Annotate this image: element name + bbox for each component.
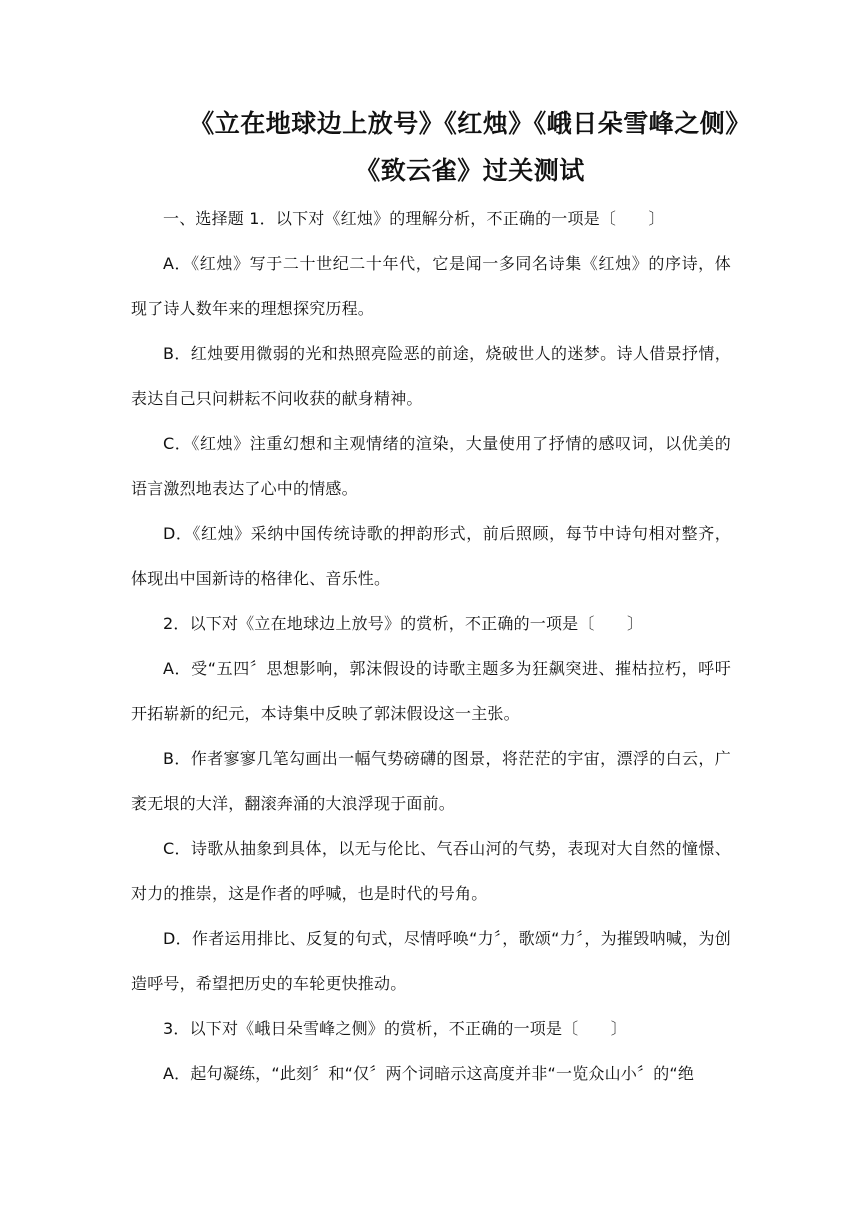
document-title-line-2: 《致云雀》过关测试 bbox=[355, 156, 585, 185]
question-1-option-c: C．《红烛》注重幻想和主观情绪的渲染，大量使用了抒情的感叹词，以优美的语言激烈地表达了心中的情感。 bbox=[131, 434, 731, 498]
question-2-option-a: A．受“五四〞思想影响，郭沫假设的诗歌主题多为狂飙突进、摧枯拉朽，呼吁开拓崭新的纪元，本诗集中反映了郭沫假设这一主张。 bbox=[131, 659, 731, 723]
question-2-option-b: B．作者寥寥几笔勾画出一幅气势磅礴的图景，将茫茫的宇宙，漂浮的白云，广袤无垠的大洋，翻滚奔涌的大浪浮现于面前。 bbox=[131, 749, 731, 813]
document-body bbox=[131, 196, 731, 1096]
question-1-option-b: B．红烛要用微弱的光和热照亮险恶的前途，烧破世人的迷梦。诗人借景抒情，表达自己只问耕耘不问收获的献身精神。 bbox=[131, 344, 731, 408]
question-1-option-d: D．《红烛》采纳中国传统诗歌的押韵形式，前后照顾，每节中诗句相对整齐，体现出中国新诗的格律化、音乐性。 bbox=[131, 524, 731, 588]
question-2-option-d: D．作者运用排比、反复的句式，尽情呼唤“力〞，歌颂“力〞，为摧毁呐喊，为创造呼号，希望把历史的车轮更快推动。 bbox=[131, 929, 731, 993]
question-3-stem: 3．以下对《峨日朵雪峰之侧》的赏析，不正确的一项是〔 〕 bbox=[163, 1019, 627, 1038]
question-2-option-c: C．诗歌从抽象到具体，以无与伦比、气吞山河的气势，表现对大自然的憧憬、对力的推崇，这是作者的呼喊，也是时代的号角。 bbox=[131, 839, 731, 903]
section-heading-question-1: 一、选择题 1．以下对《红烛》的理解分析，不正确的一项是〔 〕 bbox=[163, 209, 665, 228]
document-title-line-1: 《立在地球边上放号》《红烛》《峨日朵雪峰之侧》 bbox=[189, 109, 751, 138]
question-2-stem: 2．以下对《立在地球边上放号》的赏析，不正确的一项是〔 〕 bbox=[163, 614, 644, 633]
question-3-option-a: A．起句凝练，“此刻〞和“仅〞两个词暗示这高度并非“一览众山小〞的“绝 bbox=[163, 1064, 695, 1083]
question-1-option-a: A．《红烛》写于二十世纪二十年代，它是闻一多同名诗集《红烛》的序诗，体现了诗人数年来的理想探究历程。 bbox=[131, 254, 731, 318]
